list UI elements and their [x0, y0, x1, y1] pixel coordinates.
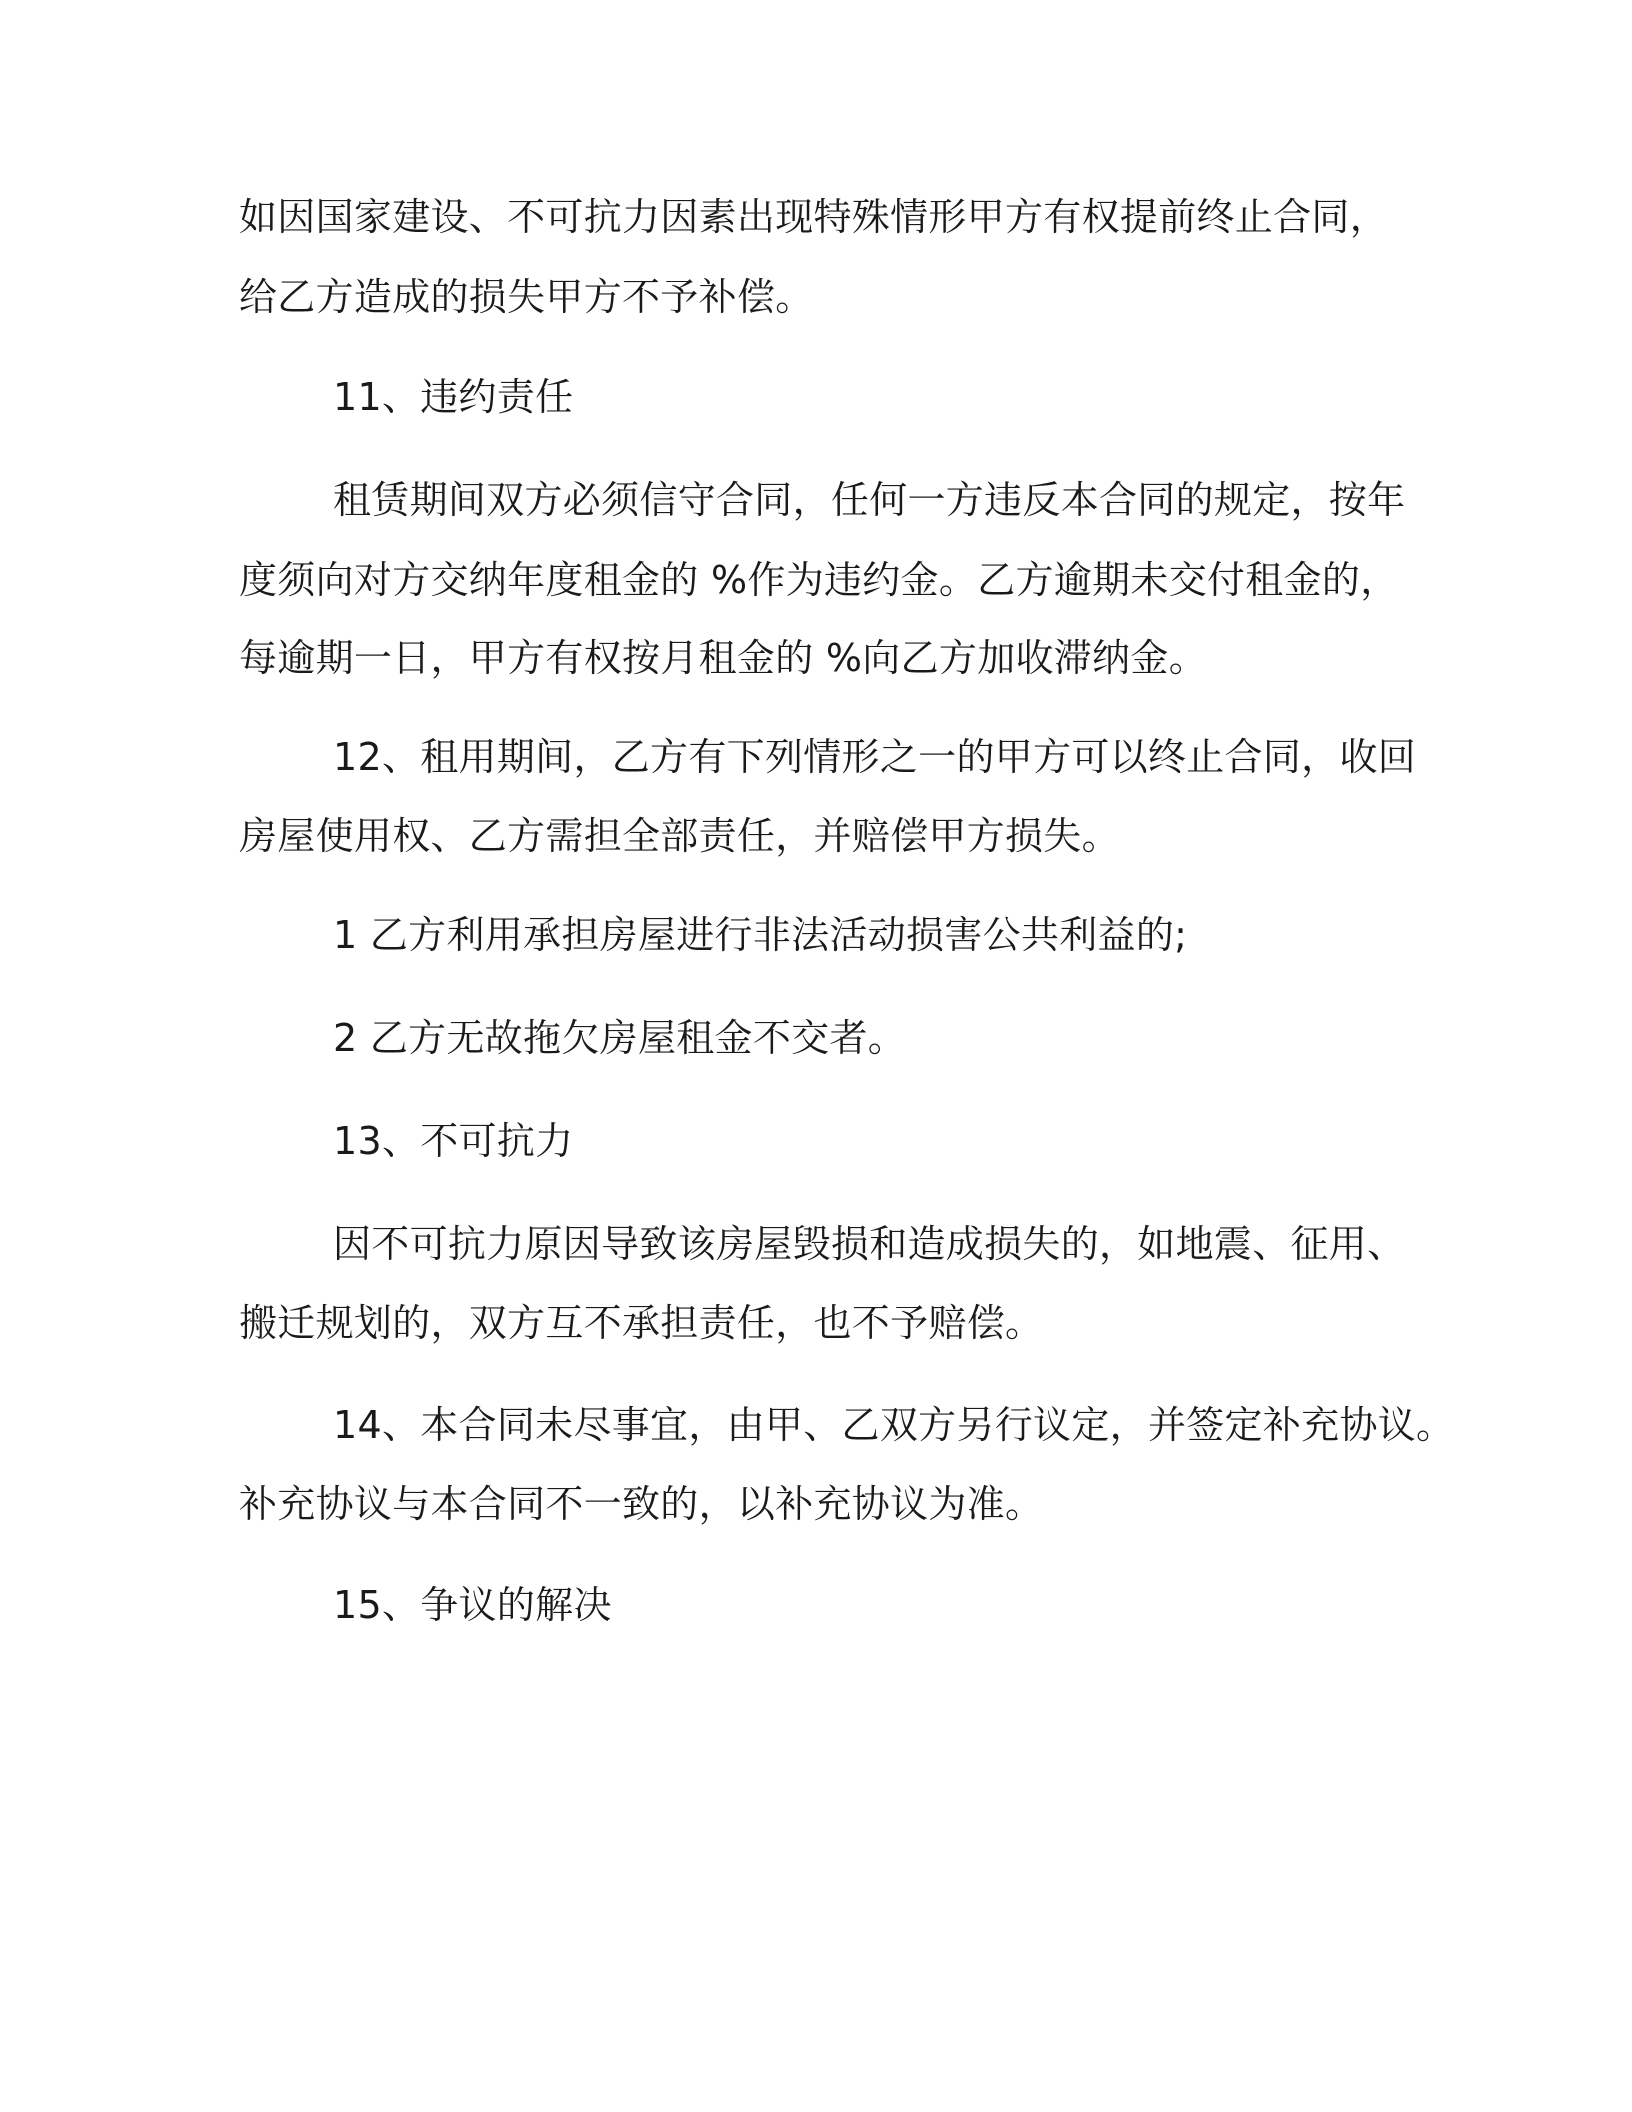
paragraph-line: 租赁期间双方必须信守合同，任何一方违反本合同的规定，按年 — [333, 478, 1406, 522]
paragraph-line: 每逾期一日，甲方有权按月租金的 %向乙方加收滞纳金。 — [239, 636, 1207, 680]
section-heading-14: 14、本合同未尽事宜，由甲、乙双方另行议定，并签定补充协议。 — [333, 1403, 1455, 1447]
paragraph-line: 搬迁规划的，双方互不承担责任，也不予赔偿。 — [239, 1301, 1044, 1345]
section-heading-15: 15、争议的解决 — [333, 1583, 612, 1627]
list-item-1: 1 乙方利用承担房屋进行非法活动损害公共利益的; — [333, 913, 1188, 957]
paragraph-line: 如因国家建设、不可抗力因素出现特殊情形甲方有权提前终止合同， — [239, 195, 1389, 239]
paragraph-line: 给乙方造成的损失甲方不予补偿。 — [239, 275, 814, 319]
list-item-2: 2 乙方无故拖欠房屋租金不交者。 — [333, 1016, 907, 1060]
section-heading-12: 12、租用期间，乙方有下列情形之一的甲方可以终止合同，收回 — [333, 735, 1417, 779]
section-heading-11: 11、违约责任 — [333, 375, 574, 419]
paragraph-line: 因不可抗力原因导致该房屋毁损和造成损失的，如地震、征用、 — [333, 1222, 1406, 1266]
section-heading-13: 13、不可抗力 — [333, 1119, 574, 1163]
paragraph-line: 房屋使用权、乙方需担全部责任，并赔偿甲方损失。 — [239, 814, 1120, 858]
paragraph-line: 补充协议与本合同不一致的，以补充协议为准。 — [239, 1482, 1044, 1526]
paragraph-line: 度须向对方交纳年度租金的 %作为违约金。乙方逾期未交付租金的， — [239, 558, 1399, 602]
